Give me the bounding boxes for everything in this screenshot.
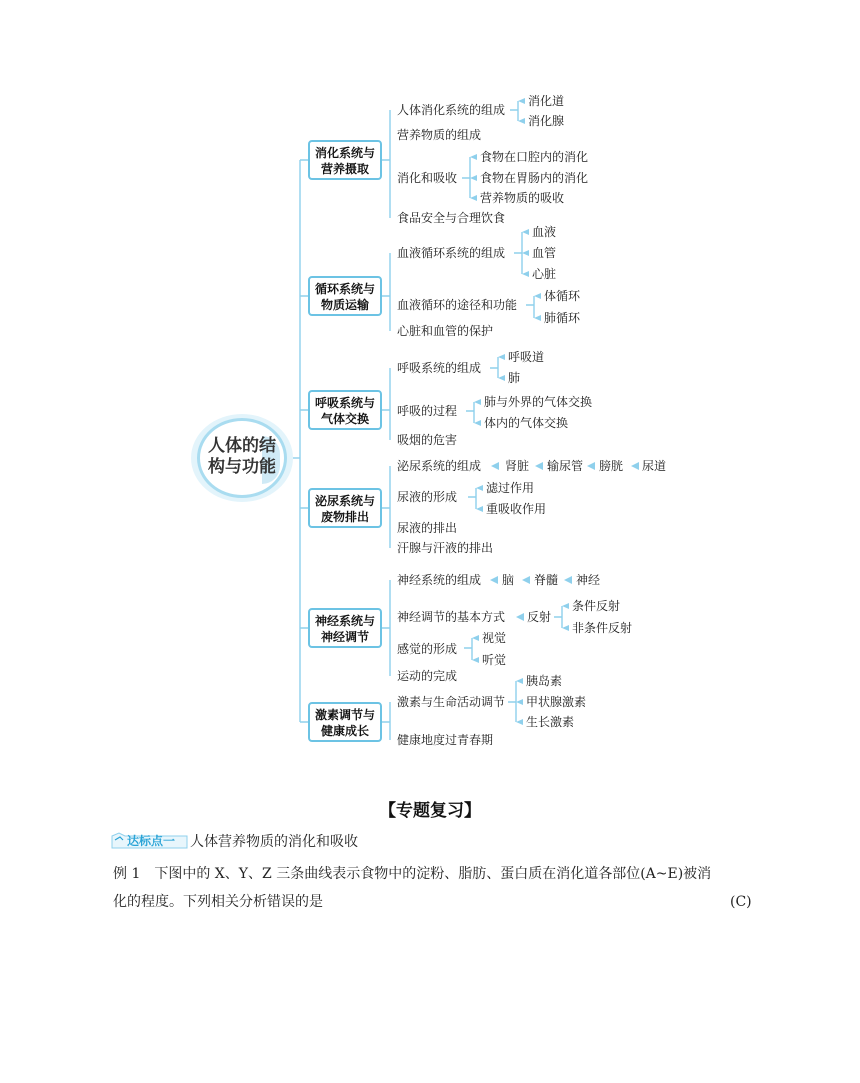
answer-label: (C) xyxy=(730,894,752,910)
filtration: 滤过作用 xyxy=(486,481,535,495)
system-label-line1: 呼吸系统与 xyxy=(314,396,375,410)
root-line-2: 构与功能 xyxy=(208,457,276,477)
blood-vessel: 血管 xyxy=(532,246,557,260)
puberty-health: 健康地度过青春期 xyxy=(397,733,494,747)
system-box-hormone xyxy=(308,702,382,742)
system-label-line1: 消化系统与 xyxy=(314,146,375,160)
nervous-basic-mode: 神经调节的基本方式 xyxy=(397,610,506,624)
system-box-nervous xyxy=(308,608,382,648)
system-label-line1: 循环系统与 xyxy=(314,282,375,296)
digestion-absorption: 消化和吸收 xyxy=(397,171,458,185)
lung: 肺 xyxy=(508,371,521,385)
sensation-formation: 感觉的形成 xyxy=(397,642,458,656)
systemic-circulation: 体循环 xyxy=(544,289,581,303)
body-gas-exchange: 体内的气体交换 xyxy=(484,416,569,430)
system-label-line2: 营养摄取 xyxy=(320,162,369,176)
brain: 脑 xyxy=(502,573,515,587)
kidney: 肾脏 xyxy=(505,459,530,473)
system-label-line2: 健康成长 xyxy=(320,724,369,738)
gastric-digestion: 食物在胃肠内的消化 xyxy=(480,171,589,185)
reabsorption: 重吸收作用 xyxy=(486,502,547,516)
system-label-line1: 神经系统与 xyxy=(314,614,375,628)
reflex: 反射 xyxy=(527,610,552,624)
bladder: 膀胱 xyxy=(599,459,624,473)
circulatory-composition: 血液循环系统的组成 xyxy=(397,246,506,260)
urine-formation: 尿液的形成 xyxy=(397,490,458,504)
insulin: 胰岛素 xyxy=(526,674,563,688)
urethra: 尿道 xyxy=(642,459,667,473)
system-box-circulatory xyxy=(308,276,382,316)
system-box-urinary xyxy=(308,488,382,528)
nutrients-composition: 营养物质的组成 xyxy=(397,128,482,142)
blood: 血液 xyxy=(532,225,557,239)
section-title: 人体营养物质的消化和吸收 xyxy=(190,834,358,850)
movement-completion: 运动的完成 xyxy=(397,669,458,683)
system-label-line2: 废物排出 xyxy=(320,510,369,524)
urine-excretion: 尿液的排出 xyxy=(397,521,458,535)
digestive-glands: 消化腺 xyxy=(528,114,565,128)
respiratory-composition: 呼吸系统的组成 xyxy=(397,361,482,375)
digestive-tract: 消化道 xyxy=(528,94,565,108)
unconditioned-reflex: 非条件反射 xyxy=(572,621,633,635)
root-node xyxy=(200,436,284,478)
vision: 视觉 xyxy=(482,631,507,645)
smoking-harm: 吸烟的危害 xyxy=(397,433,458,447)
heart-protection: 心脏和血管的保护 xyxy=(397,324,494,338)
spinal-cord: 脊髓 xyxy=(534,573,559,587)
pulmonary-circulation: 肺循环 xyxy=(544,311,581,325)
lung-gas-exchange: 肺与外界的气体交换 xyxy=(484,395,593,409)
system-label-line1: 泌尿系统与 xyxy=(314,494,375,508)
example-text-line2: 化的程度。下列相关分析错误的是 xyxy=(113,894,323,910)
section-heading: 【专题复习】 xyxy=(379,801,481,821)
oral-digestion: 食物在口腔内的消化 xyxy=(480,150,589,164)
example-text-line1: 例 1 下图中的 X、Y、Z 三条曲线表示食物中的淀粉、脂肪、蛋白质在消化道各部位(A~E)被消 xyxy=(113,866,712,882)
hearing: 听觉 xyxy=(482,653,507,667)
nerve: 神经 xyxy=(576,573,601,587)
system-label-line2: 气体交换 xyxy=(320,412,369,426)
sweat-excretion: 汗腺与汗液的排出 xyxy=(397,541,494,555)
food-safety: 食品安全与合理饮食 xyxy=(397,211,506,225)
conditioned-reflex: 条件反射 xyxy=(572,599,621,613)
root-line-1: 人体的结 xyxy=(208,436,276,456)
system-label-line2: 物质运输 xyxy=(320,298,369,312)
growth-hormone: 生长激素 xyxy=(526,715,575,729)
circulation-pathway: 血液循环的途径和功能 xyxy=(397,298,518,312)
respiration-process: 呼吸的过程 xyxy=(397,404,458,418)
heart: 心脏 xyxy=(532,267,557,281)
badge-label: 达标点一 xyxy=(127,834,176,848)
system-box-digestive xyxy=(308,140,382,180)
digestive-composition: 人体消化系统的组成 xyxy=(397,103,506,117)
system-box-respiratory xyxy=(308,390,382,430)
urinary-composition: 泌尿系统的组成 xyxy=(397,459,482,473)
nervous-composition: 神经系统的组成 xyxy=(397,573,482,587)
nutrient-absorption: 营养物质的吸收 xyxy=(480,191,565,205)
respiratory-tract: 呼吸道 xyxy=(508,350,545,364)
hormone-regulation: 激素与生命活动调节 xyxy=(397,695,506,709)
ureter: 输尿管 xyxy=(547,459,584,473)
system-label-line1: 激素调节与 xyxy=(314,708,375,722)
thyroid-hormone: 甲状腺激素 xyxy=(526,695,587,709)
system-label-line2: 神经调节 xyxy=(320,630,369,644)
